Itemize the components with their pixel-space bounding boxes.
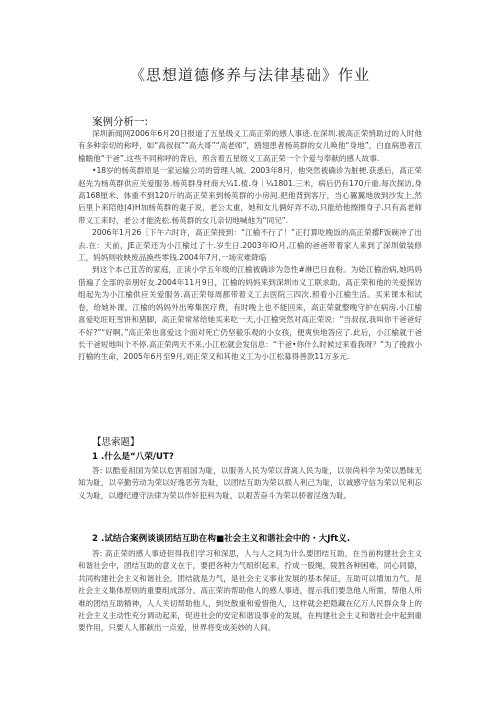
case-body bbox=[78, 128, 422, 364]
question-2-answer: 答: 高正荣的感人事迹但得我们学习和深思，人与人之间为什么要团结互助，在当前构建社会主义和谐社会中，团结互助的意义在于，要把各种力气组织起来，拧成一股绳，陵胜各种困难，同心同德，共同构建社会主义和谐社会，团结就是力气，是社会主义事业发展的基本保证，互助可以增加力气，是社会主义集体原则的重要组成部分。高正荣的帮助他人的感人事迹，提示我们要急他人所需，帮他人所难的团结互助精神，人人关切帮助他人，到处散重和爱惜他人，这样就会把隐藏在亿万人民群众身上的社会主义主动性充分调动起来，促进社会的安定和谐设事业的发展，在构建社会主义和谐社会中起到重要作用，只要人人都献出一点爱，世界将变成美妙的人间。 bbox=[78, 549, 422, 633]
case-paragraph: •18岁的杨英群原是一家运输公司的管理人城。2003年8月，他突然被确诊为脏梗.获悉后，高正荣赵先为杨英群供应关爱服务.杨英群身材商大¼1.植.身｜¼1801.三米，病后仍有170斤重.每次探访,身高168厘米、体重不到120斤的高正荣来到杨英群的小房间.把他背到客厅，当心翼翼地放到沙发上,然后里卜来陪他(4)H加杨英群的妻子说，老公太重，她和女儿俩好弄不动,只能给他擦擦身子.只有高老师带义工来时，老公才能洗松.杨英群的女儿亲切地喊他为“同兄”. bbox=[78, 166, 422, 225]
question-1-answer: 答: 以酷爱祖国为荣以危害祖国为耻，以服务人民为荣以背离人民为耻，以崇尚科学为荣以愚昧无知为耻，以辛勤劳动为荣以好逸恶劳为耻，以团结互助为荣以损人利己为耻，以诚感守信为荣以见利忘义为耻，以遵纪遵守法律为荣以作奸犯科为耻，以艰苦奋斗为荣以骄奢淫逸为耻。 bbox=[78, 466, 422, 500]
case-paragraph: 到这个本已苴苦的家庭，正读小学五年级的江榆被确诊为急性#淋巴日血粉。为始江榆治病,她吗妈借遍了全部的亲朋好友.2004年11月9日，江榆的妈妈来到深圳市义工联求助。高正荣和他的关爱探访组起先为小江榆供应关爱服务.高正荣每周都带着义工去医院三四次.照看小江榆生活。买来课本和试卷，给她补课。江榆的妈妈外出筹集医疗费，有时晚上也不能回来，高正荣就整晚守护在病房.小江榆喜爱吃旺旺雪饼和猪脚，高正荣常常给她买来吃一天,小江榆突然对高正荣说：“当叔叔,我叫你干爸爸好不好?”“好啊。”高正荣也喜爱这个面对死亡仍坚毅乐观的小女孩，便爽快地答应了.此后，小江榆就干爸长干爸短地叫个不停.高正荣两天不来,小江松就会发信息：“干爸•你什么时候过来看我呀？”为了挽救小打榆的生命，2005年6月至9月,刘正荣又和其他义工为小江松募得善款11万多元. bbox=[78, 265, 422, 362]
document-title: 《思想道德修养与法律基础》作业 bbox=[129, 66, 370, 84]
question-1-title: 1 .什么是“八荣/UT? bbox=[92, 452, 174, 462]
case-paragraph: 深圳新闻网2006年6月20日报道了五星级义工高正荣的感人事迹.在深圳.被高正荣悄助过的人时他有多种亲切的称呼，如“高叔叔”“高大哥”“高老师”，鸥翅患者杨英群的女儿唤他“身地”，白血病患者江榆瞻他“干爸”.这些不同称呼的背后，煎含着五星级义工高正荣一个个爱与奉献的感人故事. bbox=[78, 129, 422, 163]
case-heading: 案例分析一: bbox=[92, 116, 149, 128]
think-questions-label: 【思索题】 bbox=[92, 437, 140, 448]
question-2-answer-block bbox=[78, 548, 422, 635]
case-paragraph: 2006年1月26［下午六时许，高正荣接到：“江榆不行了！”正打算吃晚饭的高正荣撂F饭碗冲了出去.在：天前，JE正荣还为小江榆过了十.岁生日.2003年IO月,江榆的爸爸带着家人来到了深圳做装修工，妈妈则收映废品换些零钱.2004年7月,一场灾难降临 bbox=[78, 228, 422, 263]
question-2-title: 2 .试结合案例谈谈团结互助在构■社会主义和谐社会中的・大Jft义. bbox=[92, 534, 351, 544]
question-1-answer-block bbox=[78, 465, 422, 502]
